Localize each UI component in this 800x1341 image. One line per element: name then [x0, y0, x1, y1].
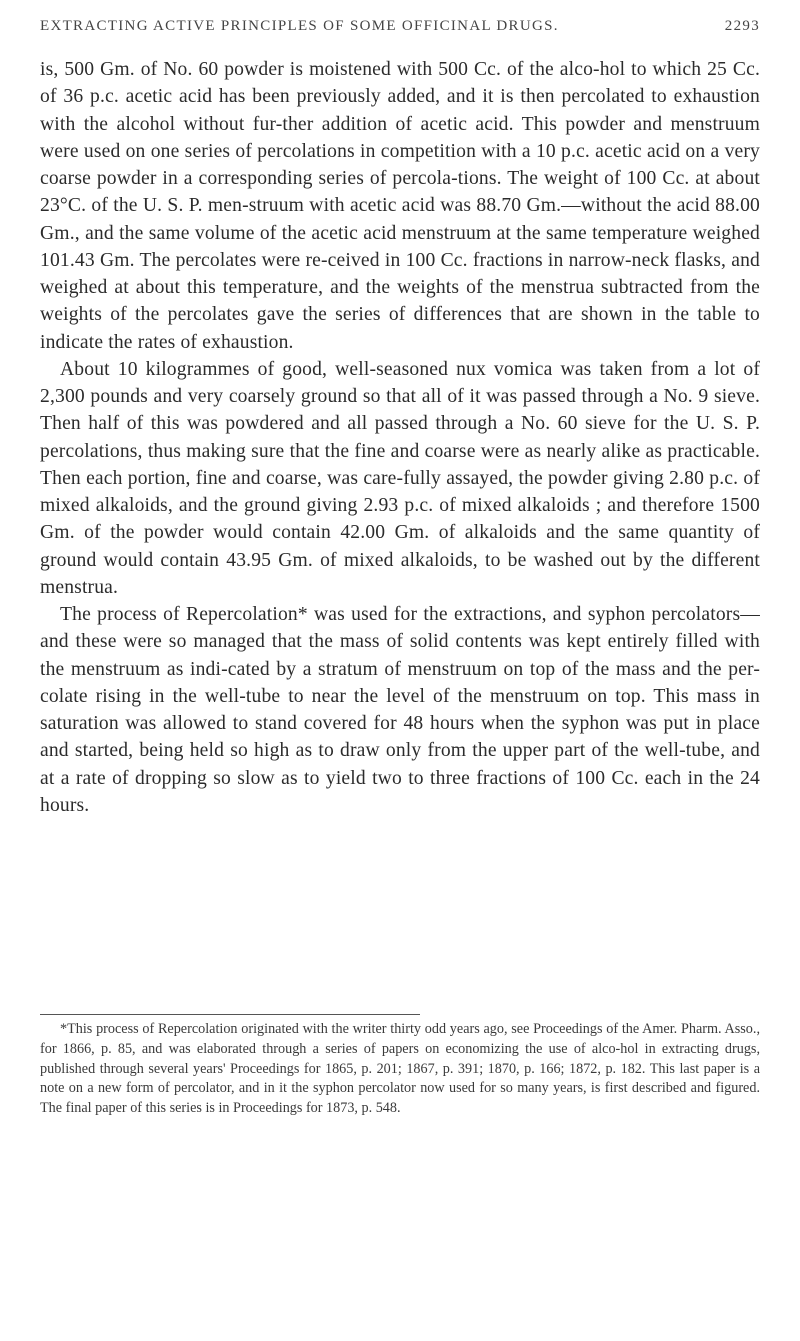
paragraph: The process of Repercolation* was used for the extractions, and syphon percolators—and these were so managed that the mass of solid contents was kept entirely filled with the menstruum as indi-cated by a stratum of menstruum on top of the mass and the per-colate rising in the well-tube to near the level of the menstruum on top. This mass in saturation was allowed to stand covered for 48 hours when the syphon was put in place and started, being held so high as to draw only from the upper part of the well-tube, and at a rate of dropping so slow as to yield two to three fractions of 100 Cc. each in the 24 hours.: [40, 604, 760, 816]
paragraph: About 10 kilogrammes of good, well-seasoned nux vomica was taken from a lot of 2,300 pounds and very coarsely ground so that all of it was passed through a No. 9 sieve. Then half of this was powdered and all passed through a No. 60 sieve for the U. S. P. percolations, thus making sure that the fine and coarse were as nearly alike as practicable. Then each portion, fine and coarse, was care-fully assayed, the powder giving 2.80 p.c. of mixed alkaloids, and the ground giving 2.93 p.c. of mixed alkaloids ; and therefore 1500 Gm. of the powder would contain 42.00 Gm. of alkaloids and the same quantity of ground would contain 43.95 Gm. of mixed alkaloids, to be washed out by the different menstrua.: [40, 358, 760, 598]
running-title: EXTRACTING ACTIVE PRINCIPLES OF SOME OFFICINAL DRUGS.: [40, 18, 559, 34]
footnote: [40, 1020, 760, 1119]
running-head: [40, 18, 760, 35]
page-number: 2293: [724, 18, 760, 34]
footnote-text: *This process of Repercolation originated with the writer thirty odd years ago, see Proceedings of the Amer. Pharm. Asso., for 1866, p. 85, and was elaborated through a series of papers on economizing the use of alco-hol in extracting drugs, published through several years' Proceedings for 1865, p. 201; 1867, p. 391; 1870, p. 166; 1872, p. 182. This last paper is a note on a new form of percolator, and in it the syphon percolator now used for so many years, is first described and figured. The final paper of this series is in Proceedings for 1873, p. 548.: [40, 1021, 760, 1117]
footnote-divider: [40, 1014, 420, 1015]
paragraph: is, 500 Gm. of No. 60 powder is moistened with 500 Cc. of the alco-hol to which 25 Cc. of 36 p.c. acetic acid has been previously added, and it is then percolated to exhaustion with the alcohol without fur-ther addition of acetic acid. This powder and menstruum were used on one series of percolations in competition with a 10 p.c. acetic acid on a very coarse powder in a corresponding series of percola-tions. The weight of 100 Cc. at about 23°C. of the U. S. P. men-struum with acetic acid was 88.70 Gm.—without the acid 88.00 Gm., and the same volume of the acetic acid menstruum at the same temperature weighed 101.43 Gm. The percolates were re-ceived in 100 Cc. fractions in narrow-neck flasks, and weighed at about this temperature, and the weights of the menstrua subtracted from the weights of the percolates gave the series of differences that are shown in the table to indicate the rates of exhaustion.: [40, 59, 760, 353]
body-text: [40, 56, 760, 819]
